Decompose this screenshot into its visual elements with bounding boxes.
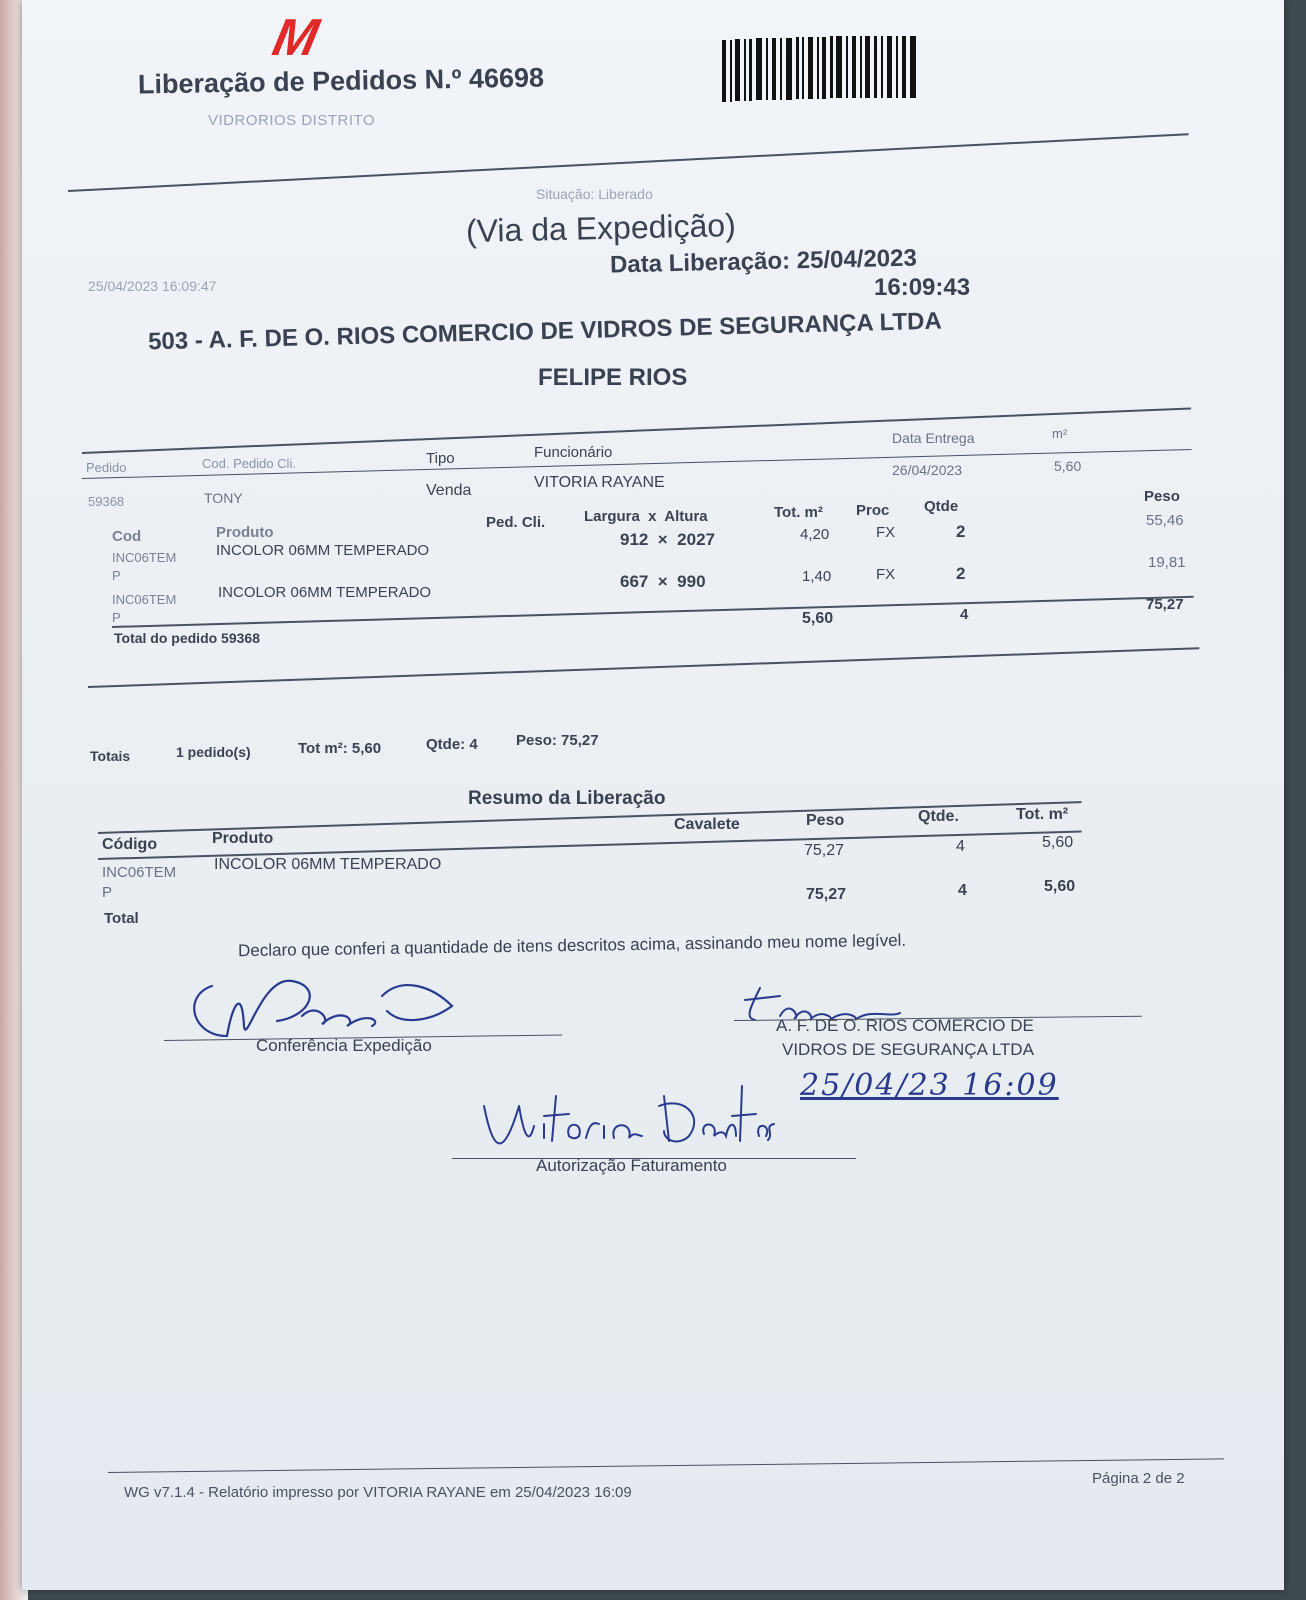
summary-header-peso: Peso — [806, 812, 845, 829]
summary-totm2: 5,60 — [1042, 834, 1074, 851]
summary-header-totm2: Tot. m² — [1016, 806, 1069, 823]
order-total-peso: 75,27 — [1146, 596, 1184, 613]
summary-codigo-suffix: P — [102, 884, 113, 901]
footer-print-info: WG v7.1.4 - Relatório impresso por VITORIA RAYANE em 25/04/2023 16:09 — [124, 1484, 632, 1501]
summary-title: Resumo da Liberação — [468, 788, 666, 809]
order-header-label-funcionario: Funcionário — [534, 444, 613, 461]
item-peso: 55,46 — [1146, 512, 1184, 529]
items-header-qtde: Qtde — [924, 498, 959, 515]
item-qtde: 2 — [956, 522, 966, 541]
order-value-tipo: Venda — [426, 482, 472, 499]
item-cod: INC06TEM — [112, 550, 177, 565]
footer-line — [108, 1458, 1224, 1473]
summary-total-peso: 75,27 — [806, 886, 847, 903]
items-header-cod: Cod — [112, 528, 142, 545]
company-signature-label-1: A. F. DE O. RIOS COMERCIO DE — [776, 1016, 1034, 1035]
item-cod-suffix: P — [112, 568, 121, 583]
order-header-label-entrega: Data Entrega — [892, 430, 975, 446]
item-produto: INCOLOR 06MM TEMPERADO — [218, 584, 432, 601]
item-proc: FX — [876, 524, 896, 541]
header-divider — [68, 133, 1189, 192]
totals-qtde: Qtde: 4 — [426, 736, 478, 753]
item-dims: 912 × 2027 — [620, 530, 716, 549]
items-header-peso: Peso — [1144, 488, 1180, 505]
document-title: Liberação de Pedidos N.º 46698 — [137, 62, 545, 100]
billing-signature-text — [622, 1082, 628, 1083]
summary-qtde: 4 — [956, 838, 965, 855]
expedition-signature-label: Conferência Expedição — [256, 1036, 432, 1055]
summary-header-cavalete: Cavalete — [674, 816, 740, 833]
order-value-m2: 5,60 — [1054, 458, 1082, 474]
order-value-pedido: 59368 — [88, 494, 125, 509]
items-header-produto: Produto — [216, 524, 274, 541]
red-mark-letter: M — [267, 9, 324, 67]
billing-signature-label: Autorização Faturamento — [536, 1156, 727, 1175]
release-document — [22, 0, 1284, 1590]
item-qtde: 2 — [956, 564, 966, 583]
client-contact: FELIPE RIOS — [538, 364, 688, 391]
barcode-graphic — [722, 36, 922, 104]
order-total-m2: 5,60 — [802, 610, 834, 627]
item-totm2: 4,20 — [800, 526, 830, 543]
handwritten-date: 25/04/23 16:09 — [800, 1068, 1059, 1103]
items-header-totm2: Tot. m² — [774, 504, 823, 521]
order-table-bottom-line — [88, 647, 1199, 688]
totals-pedidos: 1 pedido(s) — [176, 744, 251, 760]
totals-label: Totais — [90, 748, 131, 764]
item-produto: INCOLOR 06MM TEMPERADO — [216, 542, 430, 559]
summary-produto: INCOLOR 06MM TEMPERADO — [214, 856, 442, 873]
order-total-label: Total do pedido 59368 — [114, 630, 260, 646]
release-date: Data Liberação: 25/04/2023 — [609, 244, 918, 279]
item-proc: FX — [876, 566, 896, 583]
summary-total-qtde: 4 — [958, 882, 967, 899]
order-header-label-m2: m² — [1052, 426, 1068, 441]
company-signature-label-2: VIDROS DE SEGURANÇA LTDA — [782, 1040, 1034, 1059]
footer-page-number: Página 2 de 2 — [1092, 1470, 1185, 1487]
client-name: 503 - A. F. DE O. RIOS COMERCIO DE VIDROS DE SEGURANÇA LTDA — [147, 307, 943, 356]
via-label: (Via da Expedição) — [465, 206, 737, 250]
summary-total-label: Total — [104, 910, 139, 927]
summary-header-codigo: Código — [102, 836, 158, 853]
order-header-label-codcli: Cod. Pedido Cli. — [202, 456, 296, 471]
order-total-qtde: 4 — [960, 606, 969, 623]
print-timestamp: 25/04/2023 16:09:47 — [88, 278, 217, 294]
company-subtitle: VIDRORIOS DISTRITO — [208, 112, 376, 129]
items-header-dims: Largura x Altura — [584, 508, 708, 525]
status-label: Situação: Liberado — [536, 186, 653, 202]
summary-header-produto: Produto — [212, 830, 274, 847]
order-value-codcli: TONY — [204, 490, 243, 506]
release-time: 16:09:43 — [874, 274, 971, 301]
item-dims: 667 × 990 — [620, 572, 706, 591]
summary-total-totm2: 5,60 — [1044, 878, 1076, 895]
declaration-text: Declaro que conferi a quantidade de itens descritos acima, assinando meu nome legível. — [237, 930, 907, 961]
summary-header-qtde: Qtde. — [918, 808, 959, 825]
summary-peso: 75,27 — [804, 842, 845, 859]
items-header-proc: Proc — [856, 502, 890, 519]
order-value-entrega: 26/04/2023 — [892, 462, 963, 478]
totals-peso: Peso: 75,27 — [516, 732, 599, 749]
items-header-pedcli: Ped. Cli. — [486, 514, 546, 531]
item-cod: INC06TEM — [112, 592, 177, 607]
order-header-label-tipo: Tipo — [426, 450, 455, 467]
totals-m2: Tot m²: 5,60 — [298, 740, 382, 757]
item-totm2: 1,40 — [802, 568, 832, 585]
item-cod-suffix: P — [112, 610, 121, 625]
order-value-funcionario: VITORIA RAYANE — [534, 474, 665, 491]
order-header-label-pedido: Pedido — [86, 460, 127, 475]
billing-signature — [474, 1076, 774, 1166]
item-peso: 19,81 — [1148, 554, 1186, 571]
order-table-top-line — [82, 407, 1191, 454]
summary-codigo: INC06TEM — [102, 864, 177, 881]
